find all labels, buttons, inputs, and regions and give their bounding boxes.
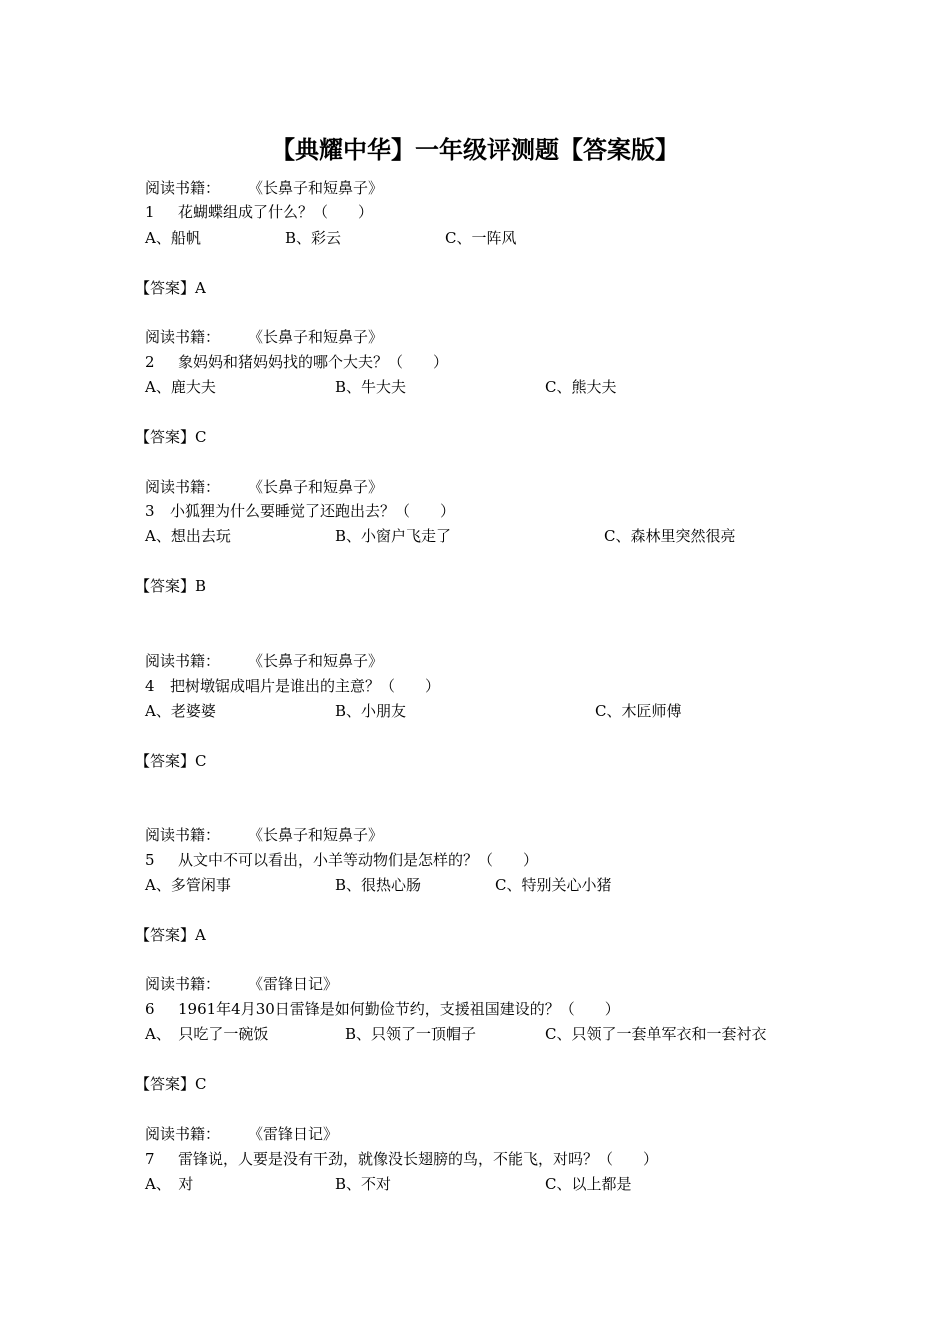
answer: 【答案】C <box>135 428 207 446</box>
option-a: A、船帆 <box>145 229 201 247</box>
question-number: 4 <box>145 677 155 695</box>
book-label: 阅读书籍： <box>145 975 221 993</box>
question-number: 3 <box>145 502 155 520</box>
option-b: B、很热心肠 <box>335 876 422 894</box>
question-text: 把树墩锯成唱片是谁出的主意？（ ） <box>170 677 441 695</box>
question-text: 小狐狸为什么要睡觉了还跑出去？（ ） <box>170 502 456 520</box>
answer: 【答案】C <box>135 1075 207 1093</box>
option-b: B、小窗户飞走了 <box>335 527 452 545</box>
option-c: C、以上都是 <box>545 1175 632 1193</box>
option-a: A、 只吃了一碗饭 <box>145 1025 269 1043</box>
question-number: 5 <box>145 851 155 869</box>
book-label: 阅读书籍： <box>145 179 221 197</box>
answer: 【答案】A <box>135 279 206 297</box>
option-c: C、木匠师傅 <box>595 702 682 720</box>
book-label: 阅读书籍： <box>145 826 221 844</box>
document-title: 【典耀中华】一年级评测题【答案版】 <box>271 135 679 164</box>
option-a: A、多管闲事 <box>145 876 231 894</box>
question-text: 1961年4月30日雷锋是如何勤俭节约，支援祖国建设的？（ ） <box>178 1000 620 1018</box>
option-c: C、熊大夫 <box>545 378 617 396</box>
book-label: 阅读书籍： <box>145 652 221 670</box>
option-a: A、想出去玩 <box>145 527 231 545</box>
book-title: 《雷锋日记》 <box>248 1125 339 1143</box>
option-a: A、老婆婆 <box>145 702 216 720</box>
option-b: B、只领了一顶帽子 <box>345 1025 477 1043</box>
question-text: 花蝴蝶组成了什么？（ ） <box>178 203 374 221</box>
option-c: C、特别关心小猪 <box>495 876 612 894</box>
option-a: A、鹿大夫 <box>145 378 216 396</box>
question-text: 象妈妈和猪妈妈找的哪个大夫？（ ） <box>178 353 449 371</box>
answer: 【答案】C <box>135 752 207 770</box>
option-c: C、森林里突然很亮 <box>604 527 736 545</box>
option-b: B、牛大夫 <box>335 378 407 396</box>
question-number: 6 <box>145 1000 155 1018</box>
book-label: 阅读书籍： <box>145 1125 221 1143</box>
book-title: 《长鼻子和短鼻子》 <box>248 328 384 346</box>
book-label: 阅读书籍： <box>145 478 221 496</box>
option-b: B、不对 <box>335 1175 392 1193</box>
option-c: C、一阵风 <box>445 229 517 247</box>
book-title: 《长鼻子和短鼻子》 <box>248 478 384 496</box>
book-title: 《长鼻子和短鼻子》 <box>248 652 384 670</box>
option-a: A、 对 <box>145 1175 194 1193</box>
answer: 【答案】B <box>135 577 207 595</box>
question-text: 从文中不可以看出，小羊等动物们是怎样的？（ ） <box>178 851 539 869</box>
option-c: C、只领了一套单军衣和一套衬衣 <box>545 1025 767 1043</box>
answer: 【答案】A <box>135 926 206 944</box>
book-title: 《长鼻子和短鼻子》 <box>248 826 384 844</box>
book-label: 阅读书籍： <box>145 328 221 346</box>
question-number: 7 <box>145 1150 155 1168</box>
book-title: 《长鼻子和短鼻子》 <box>248 179 384 197</box>
question-number: 2 <box>145 353 155 371</box>
book-title: 《雷锋日记》 <box>248 975 339 993</box>
option-b: B、彩云 <box>285 229 342 247</box>
question-number: 1 <box>145 203 155 221</box>
option-b: B、小朋友 <box>335 702 407 720</box>
question-text: 雷锋说，人要是没有干劲，就像没长翅膀的鸟，不能飞，对吗？（ ） <box>178 1150 659 1168</box>
